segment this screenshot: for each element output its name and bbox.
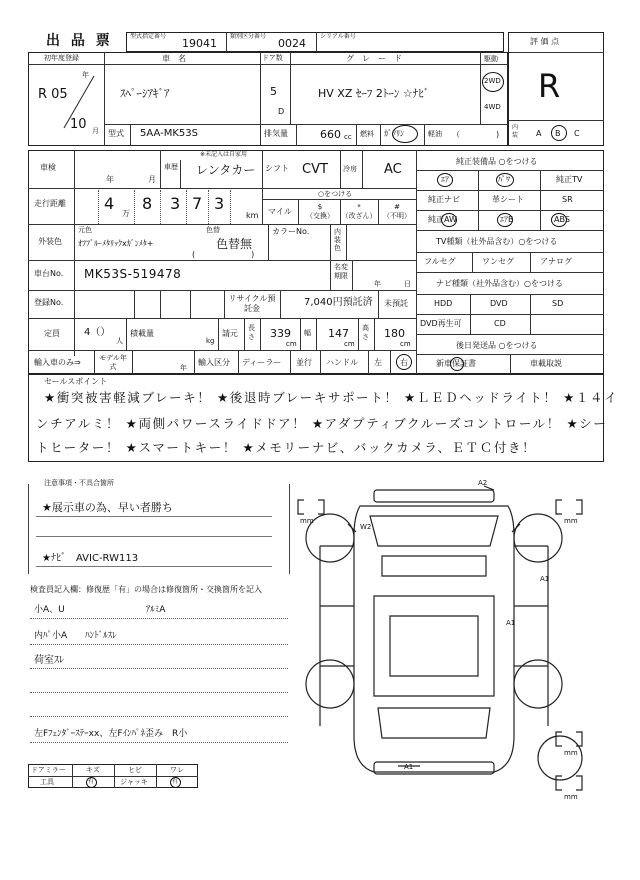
import-model-year: モデル年式 [99,354,127,371]
navi-0: HDD [434,299,453,308]
interior-c: C [574,129,580,138]
chassis-year: 年 [374,280,381,288]
color-paint-paren: ( ) [192,250,255,259]
mileage-unit: km [246,211,259,220]
load-label: 積載量 [130,329,154,338]
model-label: 型式 [108,129,124,138]
mileage-d2: 8 [142,194,153,213]
mileage-d1: 4 [104,194,115,213]
diagram-mm-3: mm [564,749,578,757]
lot-value: 19041 [182,37,217,50]
class-label: 類別区分番号 [230,33,267,40]
shaken-year: 年 [106,175,114,184]
score-label: 評 価 点 [530,37,560,46]
interior-a: A [536,129,542,138]
fuel-label: 燃料 [360,130,374,138]
score-value: R [538,67,561,105]
car-name: ｽﾍﾟｰｼｱｷﾞｱ [120,87,170,100]
sales-line-3: トヒーター！ ★スマートキー！ ★メモリーナビ、バックカメラ、ＥＴＣ付き！ [36,440,537,455]
capacity-value: 4（） [84,327,111,338]
reg-month: 10 [70,117,87,132]
sokei-label: 請元 [222,329,238,338]
wid-cm: cm [344,340,355,348]
tv-title: TV種類（社外品含む）○をつける [436,237,558,246]
drive-4wd: 4WD [484,103,501,111]
interior-label: 内装 [512,124,519,139]
interior-color-label: 内装色 [334,228,341,252]
color-orig-label: 元色 [78,226,92,234]
mileage-fumei: # （不明） [383,203,411,220]
wid-label: 幅 [304,329,311,337]
hei-value: 180 [384,327,405,340]
navi-title: ナビ種類（社外品含む）○をつける [436,279,563,288]
wid-value: 147 [328,327,349,340]
notes-label: 注意事項・不具合箇所 [44,479,114,487]
hei-cm: cm [400,340,411,348]
lot-label: 型式指定番号 [130,33,167,40]
later-0: 新車保証書 [436,359,476,368]
inspect-line-6: 左Fﾌｪﾝﾀﾞｰｽﾃｰxx、左Fｲﾝﾊﾟﾈ歪み R小 [34,729,188,739]
disp-label: 排気量 [264,129,288,138]
light-paren: ) [496,130,500,139]
import-dealer: ディーラー [242,358,282,367]
sales-line-2: ンチアルミ！ ★両側パワースライドドア！ ★アダプティブクルーズコントロール！ ★シー [36,416,608,431]
color-paint: 色替無 [216,237,253,251]
mileage-d5: 3 [214,194,225,213]
color-label: 外装色 [38,237,62,246]
equip-r1-0: ｴｱ [441,175,449,184]
capacity-label: 定員 [44,329,60,338]
ac-value: AC [384,162,402,177]
doors-value: 5 [270,85,277,98]
equip-r3-0: 純正AW [428,215,457,224]
tools-r2: ジャッキ [120,778,148,786]
usage-label: 車歴 [164,163,178,171]
capacity-unit: 人 [116,337,123,345]
mileage-d4: 7 [192,194,203,213]
equip-r1-2: 純正TV [556,175,583,184]
import-right: 右 [400,358,408,367]
reg-no-label: 登録No. [34,298,64,307]
equip-r3-2: ABS [554,215,570,224]
navi-2: SD [552,299,564,308]
grade-value: HV XZ ｾｰﾌ 2ﾄｰﾝ ☆ﾅﾋﾞ [318,87,430,100]
shift-label: シフト [265,164,289,173]
drive-label: 駆動 [484,55,498,63]
disp-unit: cc [344,133,352,141]
import-label: 輸入車のみ⇒ [34,358,81,367]
import-left: 左 [374,358,382,367]
tv-1: ワンセグ [482,257,514,266]
grade-label: グ レ ー ド [346,54,402,63]
reg-era: R 05 [38,87,68,102]
hei-label: 高さ [362,324,369,341]
notes-line-2: ★ﾅﾋﾞ AVIC-RW113 [42,553,139,564]
interior-b: B [555,129,561,138]
equip-r1-1: ﾊﾟﾜ [498,175,510,184]
navi-r2-1: CD [494,319,506,328]
later-title: 後日発送品 ○をつける [456,341,538,350]
import-parallel: 並行 [296,358,312,367]
sales-label: セールスポイント [44,377,108,386]
inspect-label: 検査員記入欄：修復歴「有」の場合は修復箇所・交換箇所を記入 [30,585,262,594]
chassis-meikai: 名変期限 [334,263,348,280]
color-no-label: カラーNo. [272,227,310,236]
usage-value: レンタカー [196,163,256,177]
tv-0: フルセグ [424,257,456,266]
recycle-unpaid: 未預託 [384,299,408,308]
doors-label: ドア数 [262,54,283,62]
navi-1: DVD [490,299,508,308]
diagram-a1-side: A1 [540,575,550,583]
diagram-a2: A2 [478,479,488,487]
tools-h3: ワレ [170,766,184,774]
model-value: 5AA-MK53S [140,128,198,139]
reg-label: 初年度登録 [44,54,79,62]
inspect-line-1: 小A、U ｱﾙﾐA [34,605,166,615]
mileage-label: 走行距離 [34,199,66,208]
tools-r1: 有 [88,778,95,785]
car-damage-diagram [290,476,630,816]
later-1: 車載取説 [530,359,562,368]
reg-year-unit: 年 [82,71,89,79]
chassis-value: MK53S-519478 [84,267,182,281]
diagram-mm-1: mm [300,517,314,525]
inspect-line-2: 内ﾊﾟ小A ﾊﾝﾄﾞﾙｽﾚ [34,631,117,641]
tools-r3: 有 [172,778,179,785]
notes-line-1: ★展示車の為、早い者勝ち [42,501,173,514]
equip-r2-0: 純正ナビ [428,195,460,204]
disp-value: 660 [320,128,341,141]
diagram-mm-4: mm [564,793,578,801]
load-kg: kg [206,337,215,345]
shift-value: CVT [302,162,328,177]
tools-h0: ドアミラー [31,766,66,774]
light-label: 軽油 [428,130,442,138]
import-handle: ハンドル [326,358,358,367]
mileage-circle-note: ○をつける [318,190,353,198]
shaken-label: 車検 [40,163,56,172]
door-type: D [278,107,285,116]
tools-h1: キズ [86,766,100,774]
len-cm: cm [286,340,297,348]
diagram-w2: W2 [360,523,372,531]
mileage-kaizan: * （改ざん） [341,203,377,220]
len-label: 長さ [248,324,255,341]
mileage-d3: 3 [170,194,181,213]
color-orig: ｵﾌﾌﾞﾙｰﾒﾀﾘｯｸxｶﾞﾝﾒﾀ+ [78,239,154,248]
diagram-a1-roof: A1 [506,619,516,627]
diagram-mm-2: mm [564,517,578,525]
reg-month-unit: 月 [92,127,99,135]
equip-r2-2: SR [562,195,573,204]
equip-r2-1: 革シート [492,195,524,204]
usage-note: ※未記入は自家用 [200,151,248,158]
len-value: 339 [270,327,291,340]
equip-r3-1: ｴｱB [500,215,514,224]
recycle-label: リサイクル預託金 [228,294,276,313]
mileage-kou: $ （交換） [306,203,334,220]
ac-label: 冷房 [343,165,357,173]
car-name-label: 車 名 [162,54,186,63]
fuel-value: ｶﾞｿﾘﾝ [384,129,404,138]
equip-title: 純正装備品 ○をつける [456,157,538,166]
tv-2: アナログ [540,257,572,266]
mileage-man: 万 [122,209,130,218]
page-title: 出 品 票 [46,33,113,49]
shaken-month: 月 [148,175,156,184]
tools-h2: ヒビ [128,766,142,774]
tools-r0: 工具 [40,778,54,786]
recycle-amount: 7,040円預託済 [304,297,373,308]
chassis-day: 日 [404,280,411,288]
sales-line-1: ★衝突被害軽減ブレーキ！ ★後退時ブレーキサポート！ ★ＬＥＤヘッドライト！ ★１４イ [44,390,619,405]
inspect-line-3: 荷室ｽﾚ [34,655,64,666]
import-kubun: 輸入区分 [198,358,230,367]
serial-label: シリアル番号 [320,33,356,40]
class-value: 0024 [278,37,306,50]
drive-2wd: 2WD [484,77,501,85]
import-year: 年 [180,364,187,372]
diagram-a1-rear: A1 [404,763,414,771]
mileage-mile: マイル [268,207,292,216]
chassis-label: 車台No. [34,269,64,278]
color-paint-label: 色替 [206,226,220,234]
navi-r2-0: DVD再生可 [420,319,462,328]
